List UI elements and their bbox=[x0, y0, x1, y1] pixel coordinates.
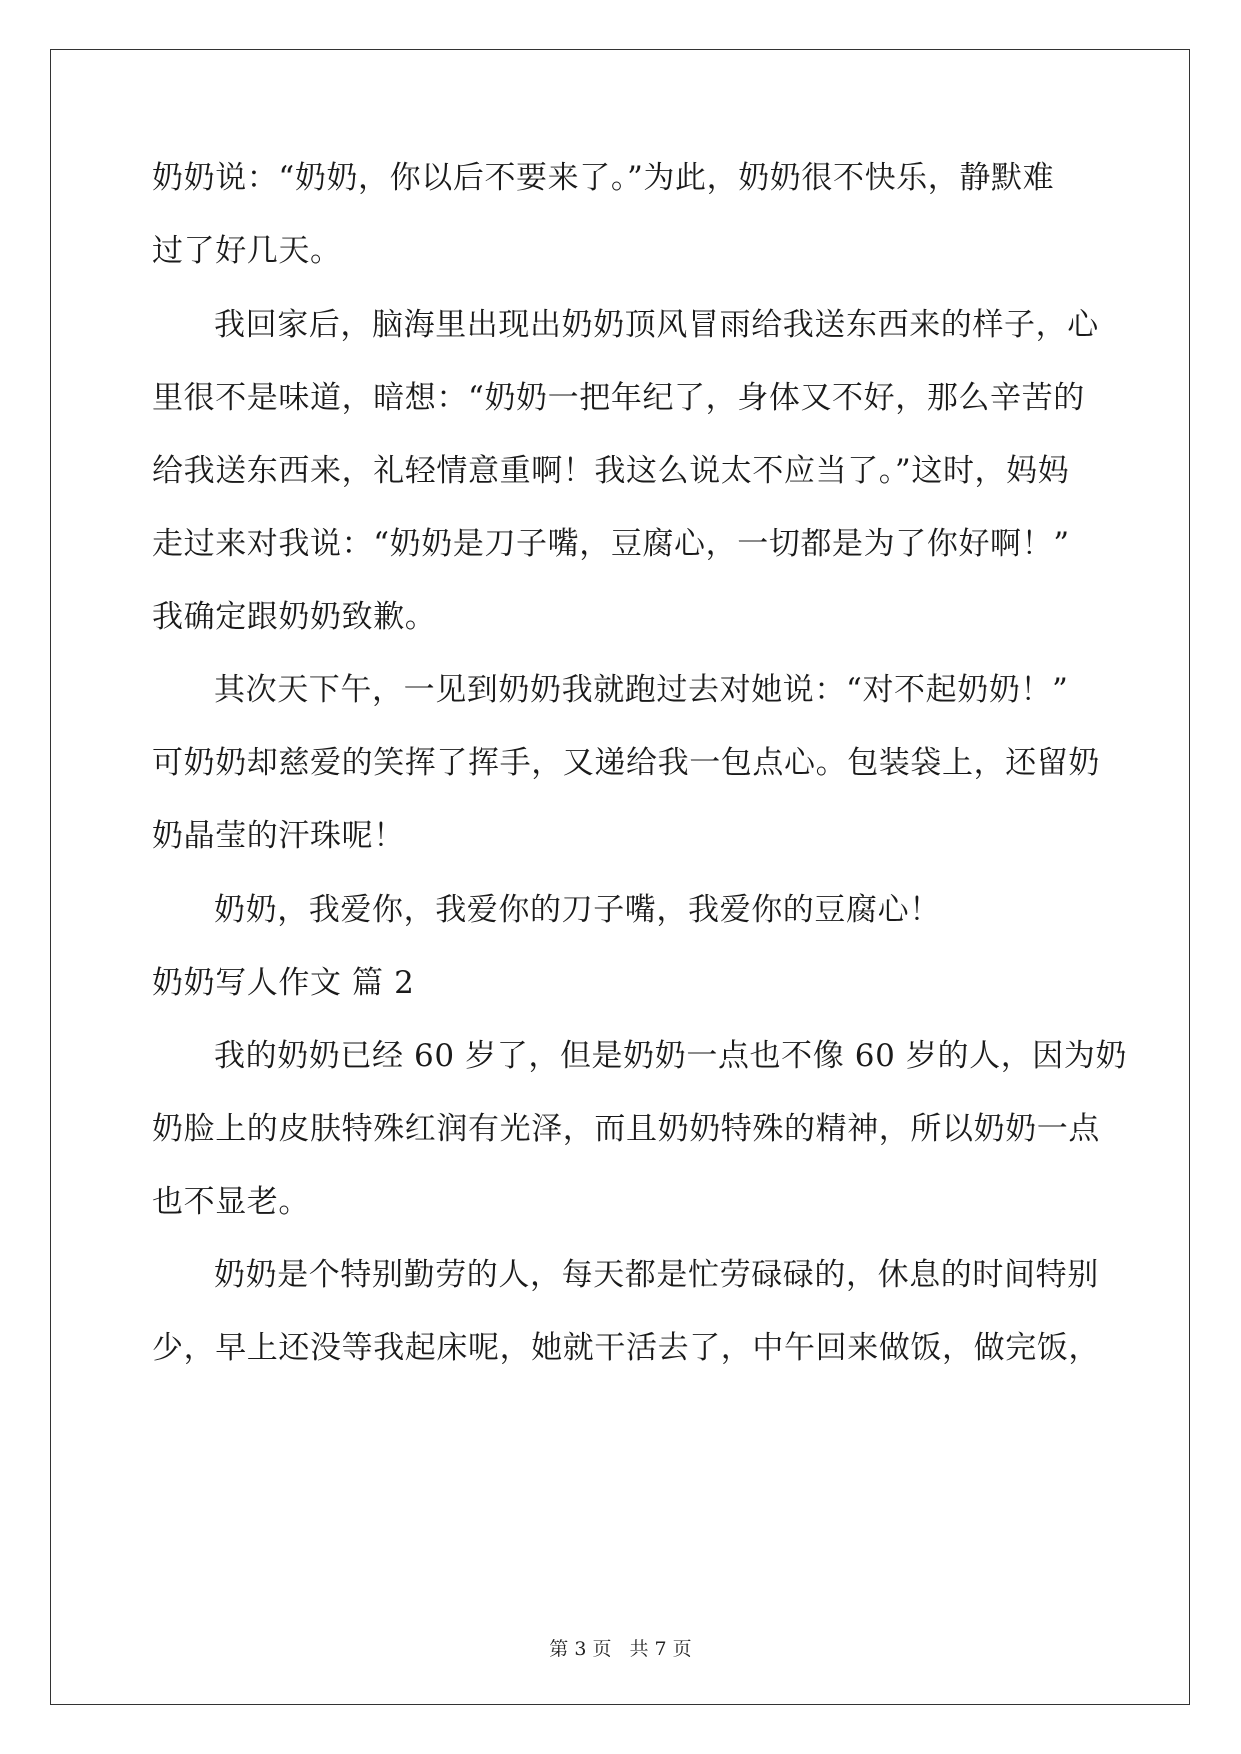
text-line: 可奶奶却慈爱的笑挥了挥手，又递给我一包点心。包装袋上，还留奶 bbox=[152, 745, 1100, 781]
section-heading: 奶奶写人作文 篇 2 bbox=[152, 965, 415, 1001]
page-total: 共 7 页 bbox=[629, 1638, 692, 1660]
text-line: 我确定跟奶奶致歉。 bbox=[152, 599, 437, 635]
paragraph-start-line: 我的奶奶已经 60 岁了，但是奶奶一点也不像 60 岁的人，因为奶 bbox=[214, 1038, 1128, 1074]
text-line: 奶奶说：“奶奶，你以后不要来了。”为此，奶奶很不快乐，静默难 bbox=[152, 160, 1055, 196]
text-line: 奶脸上的皮肤特殊红润有光泽，而且奶奶特殊的精神，所以奶奶一点 bbox=[152, 1111, 1100, 1147]
text-line: 少，早上还没等我起床呢，她就干活去了，中午回来做饭，做完饭， bbox=[152, 1330, 1100, 1366]
text-line: 奶晶莹的汗珠呢！ bbox=[152, 818, 405, 854]
text-line: 里很不是味道，暗想：“奶奶一把年纪了，身体又不好，那么辛苦的 bbox=[152, 380, 1085, 416]
paragraph-start-line: 奶奶，我爱你，我爱你的刀子嘴，我爱你的豆腐心！ bbox=[214, 892, 941, 928]
page-border bbox=[50, 49, 1190, 1705]
paragraph-start-line: 奶奶是个特别勤劳的人，每天都是忙劳碌碌的，休息的时间特别 bbox=[214, 1257, 1099, 1293]
paragraph-start-line: 其次天下午，一见到奶奶我就跑过去对她说：“对不起奶奶！” bbox=[214, 672, 1069, 708]
text-line: 走过来对我说：“奶奶是刀子嘴，豆腐心，一切都是为了你好啊！” bbox=[152, 526, 1070, 562]
text-line: 过了好几天。 bbox=[152, 233, 342, 269]
text-line: 给我送东西来，礼轻情意重啊！我这么说太不应当了。”这时，妈妈 bbox=[152, 453, 1070, 489]
page-footer bbox=[0, 1634, 1241, 1661]
paragraph-start-line: 我回家后，脑海里出现出奶奶顶风冒雨给我送东西来的样子，心 bbox=[214, 307, 1099, 343]
text-line: 也不显老。 bbox=[152, 1184, 310, 1220]
page-number: 第 3 页 bbox=[549, 1638, 612, 1660]
